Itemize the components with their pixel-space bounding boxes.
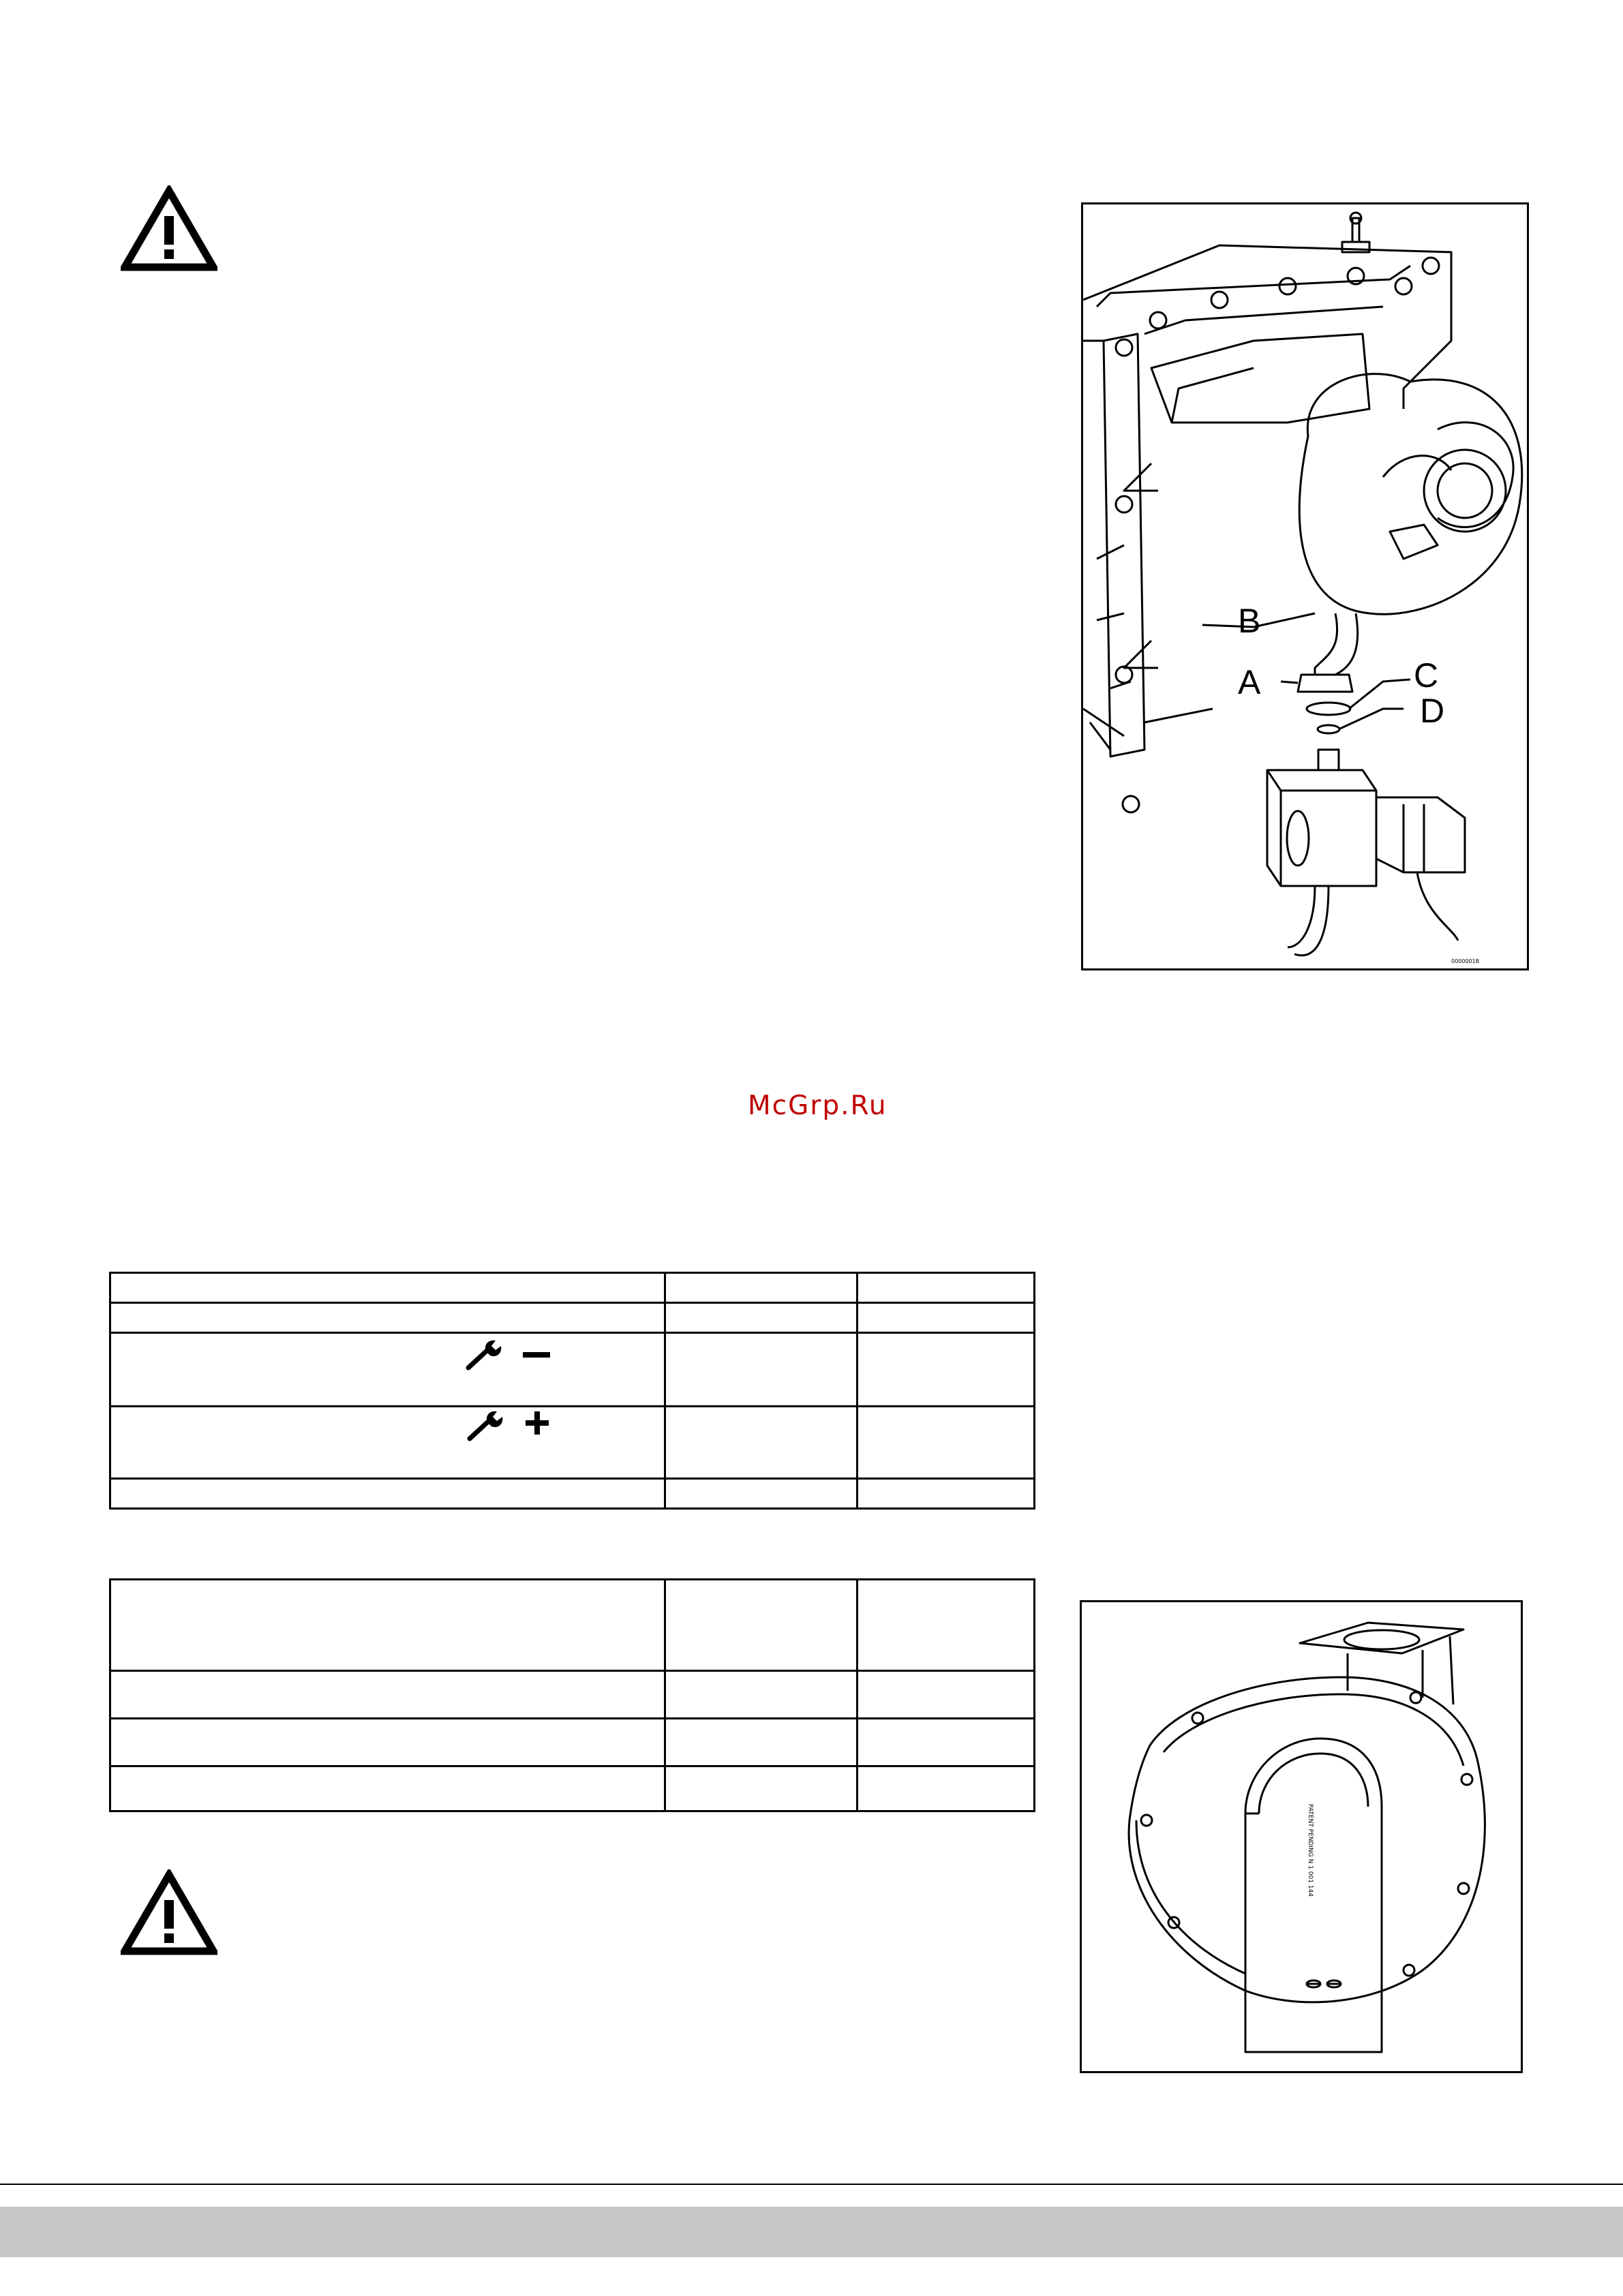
table-cell [665, 1580, 858, 1671]
table-cell [665, 1766, 858, 1811]
table-cell-symbols [110, 1333, 665, 1407]
settings-table-1 [109, 1272, 1035, 1510]
table-cell [110, 1766, 665, 1811]
table-row [110, 1479, 1035, 1509]
table-cell [110, 1580, 665, 1671]
table-cell [665, 1479, 858, 1509]
table-cell [858, 1719, 1035, 1766]
figure-fan [1080, 1600, 1523, 2073]
table-cell [858, 1303, 1035, 1333]
table-cell [858, 1333, 1035, 1407]
figure-gas-connection [1081, 202, 1529, 970]
footer-band [0, 2207, 1623, 2257]
table-cell [110, 1719, 665, 1766]
table-cell [665, 1407, 858, 1479]
table-cell [665, 1333, 858, 1407]
table-cell [858, 1479, 1035, 1509]
table-row [110, 1580, 1035, 1671]
callout-d: D [1420, 692, 1445, 730]
table-cell [665, 1273, 858, 1303]
minus-icon [523, 1349, 550, 1362]
watermark: McGrp.Ru [748, 1090, 888, 1121]
warning-triangle-icon [121, 185, 217, 271]
callout-c: C [1414, 656, 1439, 694]
table-cell [110, 1303, 665, 1333]
warning-triangle-icon [121, 1869, 217, 1955]
plus-icon [526, 1411, 549, 1437]
table-cell [858, 1671, 1035, 1719]
figure-fan-drawing [1082, 1602, 1521, 2071]
footer-divider [0, 2184, 1623, 2185]
table-row [110, 1407, 1035, 1479]
figure-code: 0000001B [1451, 958, 1480, 964]
table-cell [858, 1580, 1035, 1671]
table-row [110, 1766, 1035, 1811]
figure-gas-connection-drawing [1083, 204, 1527, 968]
table-row [110, 1719, 1035, 1766]
wrench-icon [466, 1339, 502, 1373]
table-cell [110, 1479, 665, 1509]
table-cell [858, 1407, 1035, 1479]
table-cell [665, 1719, 858, 1766]
table-cell [110, 1671, 665, 1719]
table-cell [858, 1766, 1035, 1811]
fan-label: PATENT PENDING N 1 001 144 [1307, 1804, 1314, 1897]
table-cell [110, 1273, 665, 1303]
table-row [110, 1273, 1035, 1303]
callout-a: A [1238, 663, 1261, 701]
table-row [110, 1303, 1035, 1333]
settings-table-2 [109, 1578, 1035, 1812]
wrench-icon [467, 1410, 504, 1444]
callout-b: B [1238, 602, 1261, 640]
table-row [110, 1671, 1035, 1719]
table-cell [665, 1303, 858, 1333]
table-cell-symbols [110, 1407, 665, 1479]
table-cell [665, 1671, 858, 1719]
table-row [110, 1333, 1035, 1407]
table-cell [858, 1273, 1035, 1303]
